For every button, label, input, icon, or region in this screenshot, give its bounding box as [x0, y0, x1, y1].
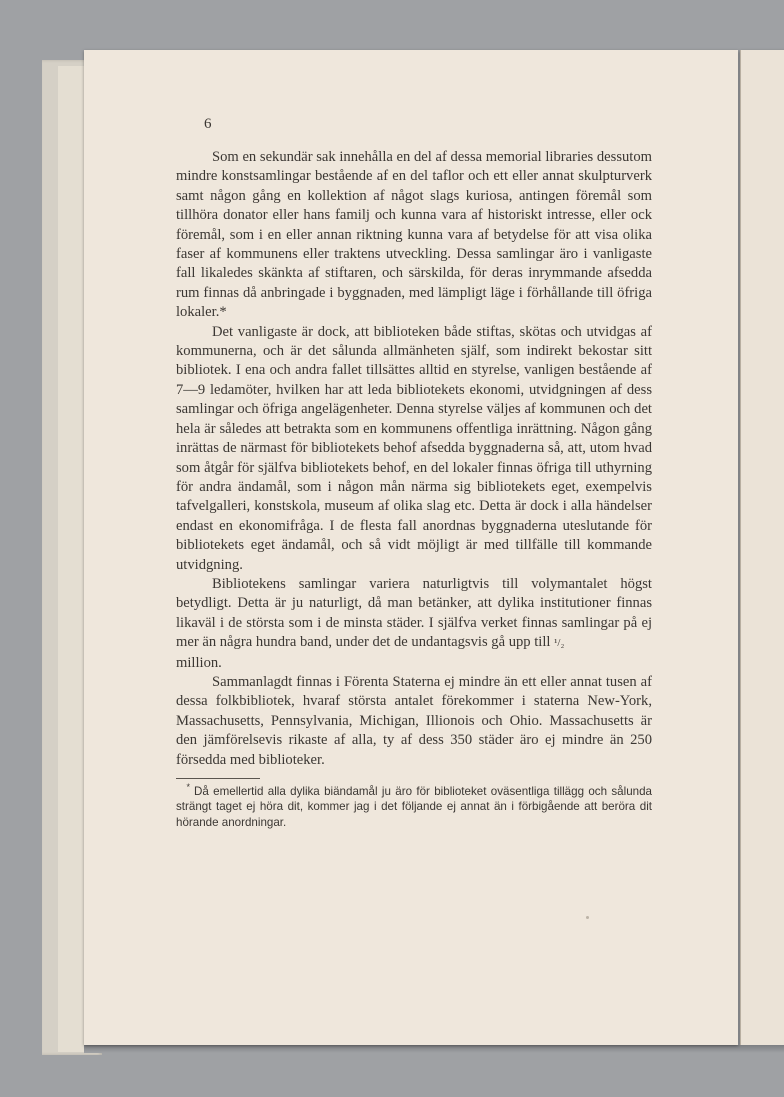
paragraph-library-totals: Sammanlagdt finnas i Förenta Staterna ej mindre än ett eller annat tusen af dessa folkbibliotek, hvaraf största antalet förekommer i staterna New-York, Massachusetts, Pennsylvania, Michigan, Illionois och Ohio. Massachusetts är den jämförelsevis rikaste af alla, ty af dess 350 städer äro ej mindre än 250 försedda med biblioteker.	[176, 673, 652, 768]
paper-speck	[586, 916, 589, 919]
paragraph-memorial-collections: Som en sekundär sak innehålla en del af dessa memorial libraries dessutom mindre konstsamlingar bestående af en del taflor och ett eller annat skulpturverk samt någon gång en kollektion af något slags kuriosa, antingen föremål som tillhöra donator eller hans familj och kunna vara af historiskt intresse, eller ock föremål, som i en eller annan riktning kunna vara af betydelse för att visa olika faser af kommunens eller traktens utveckling. Dessa samlingar äro i vanligaste fall likaledes skänkta af stiftaren, och särskilda, för deras inrymmande afsedda rum finnas då anbringade i byggnaden, med lämpligt läge i förhållande till öfriga lokaler.*	[176, 149, 652, 321]
paragraph-collection-size-end: million.	[176, 654, 222, 671]
footnote-text: Då emellertid alla dylika biändamål ju äro för biblioteket oväsentliga tillägg och sålunda strängt taget ej höra dit, kommer jag i det följande ej annat än i förbigående att beröra dit hörande anordningar.	[176, 785, 652, 829]
paragraph-collection-size-text: Bibliotekens samlingar variera naturligtvis till volymantalet högst betydligt. Detta är ju naturligt, då man betänker, att dylika institutioner finnas likaväl i de största som i de minsta städer. I själfva verket finnas samlingar på ej mer än några hundra band, under det de undantagsvis gå upp till	[176, 575, 652, 651]
footnote-rule	[176, 778, 260, 779]
page-shadow	[84, 1045, 784, 1053]
paragraph-collection-size	[176, 575, 652, 654]
body-text	[176, 148, 652, 830]
footnote: * Då emellertid alla dylika biändamål ju äro för biblioteket oväsentliga tillägg och sålunda strängt taget ej höra dit, kommer jag i det följande ej annat än i förbigående att beröra dit hörande anordningar.	[176, 782, 652, 829]
page-number: 6	[204, 116, 212, 132]
fraction-half: ¹/₂	[554, 637, 565, 650]
paragraph-municipal-libraries: Det vanligaste är dock, att biblioteken både stiftas, skötas och utvidgas af kommunerna, och är det sålunda allmänheten själf, som indirekt bekostar sitt bibliotek. I ena och andra fallet tillsättes alltid en styrelse, vanligen bestående af 7—9 ledamöter, hvilken har att leda bibliotekets ekonomi, utvidgningen af dess samlingar och öfriga angelägenheter. Denna styrelse väljes af kommunen och det hela är således att betrakta som en kommunens offentliga inrättning. Någon gång inrättas de närmast för bibliotekets behof afsedda byggnaderna så, att, utom hvad som åtgår för själfva bibliotekets behof, en del lokaler finnas öfriga till uthyrning för andra ändamål, som i någon mån närma sig bibliotekets eget, exempelvis tafvelgalleri, konstskola, museum af olika slag etc. Detta är dock i alla händelser endast en ekonomifråga. I de flesta fall anordnas byggnaderna uteslutande för bibliotekets eget ändamål, och så vidt möjligt är med tillfälle till kommande utvidgning.	[176, 323, 652, 573]
book-page	[84, 50, 738, 1045]
facing-page-edge	[740, 50, 784, 1045]
